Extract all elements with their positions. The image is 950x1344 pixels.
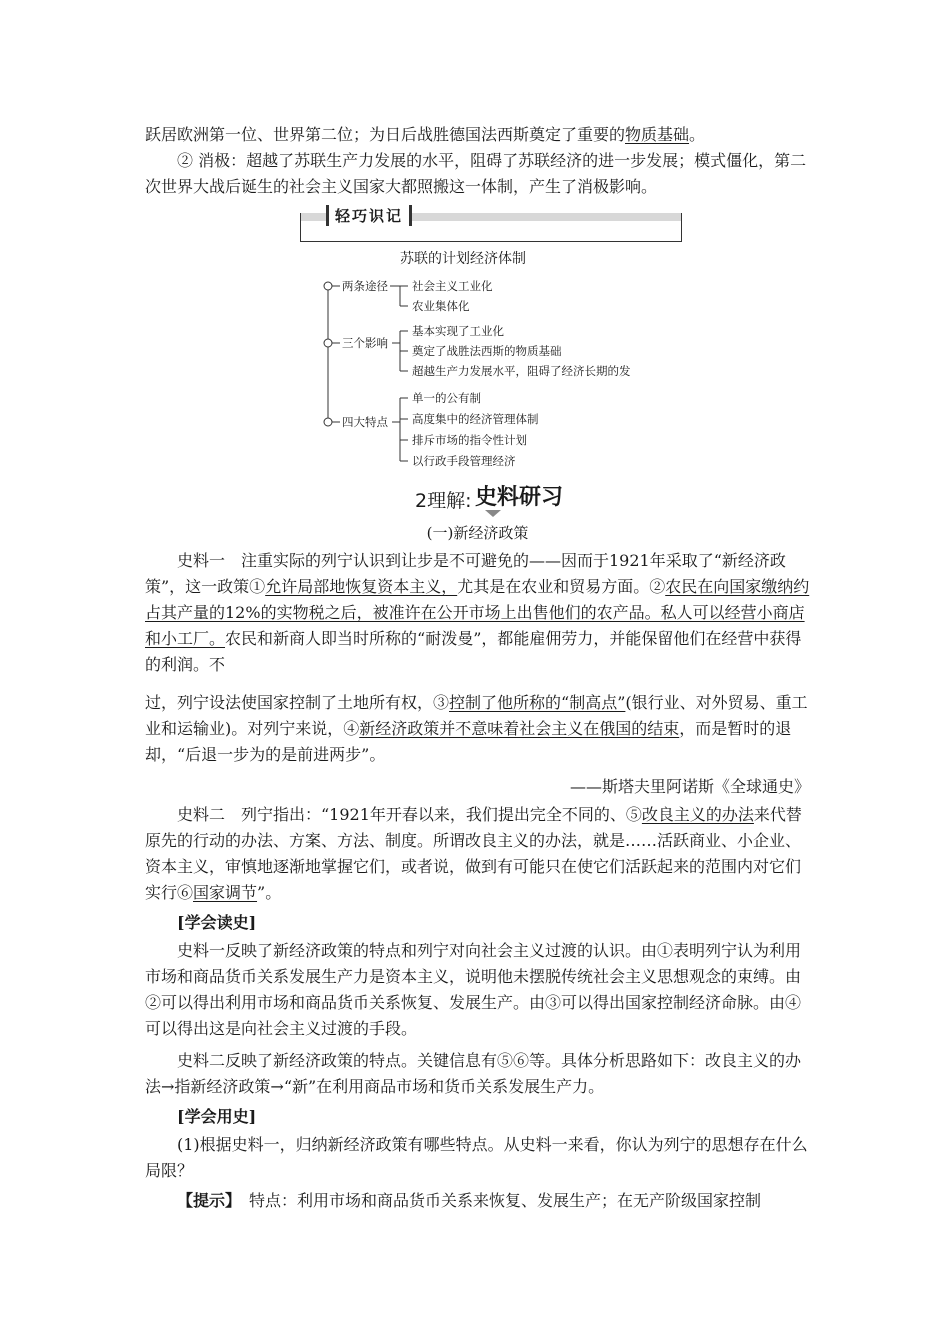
underlined-phrase: 允许局部地恢复资本主义，: [265, 577, 458, 596]
text-span: 过，列宁设法使国家控制了土地所有权，③: [145, 693, 450, 712]
section-title: 史料研习: [475, 485, 564, 510]
underlined-phrase: 新经济政策并不意味着社会主义在俄国的结束: [359, 719, 680, 738]
source-one-citation: ——斯塔夫里阿诺斯《全球通史》: [569, 777, 810, 796]
use-hint: [145, 1188, 810, 1214]
source-two: [145, 802, 810, 906]
branch-leaf: 农业集体化: [412, 299, 470, 313]
branch-leaf: 高度集中的经济管理体制: [412, 412, 539, 426]
text-span: ，而是暂时的退却，“后退一步为的是前进两步”。: [145, 719, 792, 764]
memory-box: [300, 207, 682, 242]
hint-text: 特点：利用市场和商品货币关系来恢复、发展生产；在无产阶级国家控制: [233, 1191, 762, 1210]
text-span: 来代替原先的行动的办法、方案、方法、制度。所谓改良主义的办法，就是……活跃商业、小企业、资本主义，审慎地逐渐地掌握它们，或者说，做到有可能只在使它们活跃起来的范围内对它们实行⑥: [145, 805, 802, 902]
branch-leaf: 社会主义工业化: [412, 279, 493, 293]
section-number: 2理解:: [415, 490, 472, 512]
underlined-phrase: 物质基础: [625, 125, 690, 144]
underlined-phrase: 国家调节: [193, 883, 258, 902]
branch-leaf: 奠定了战胜法西斯的物质基础: [412, 344, 562, 358]
branch-leaf: 基本实现了工业化: [412, 324, 504, 338]
text-span: 史料二 列宁指出：“1921年开春以来，我们提出完全不同的、⑤: [177, 805, 642, 824]
section-heading: [415, 480, 575, 516]
memory-box-title: 轻巧识记: [326, 205, 412, 226]
mind-map: [310, 248, 690, 478]
branch-leaf: 单一的公有制: [412, 391, 481, 405]
para-top-line1: [145, 122, 810, 148]
text-span: 史料一 注重实际的列宁认识到让步是不可避免的——因而于1921年采取了“新经济政策”，这一政策①: [145, 551, 786, 596]
branch-label: 四大特点: [342, 415, 388, 429]
read-para1: 史料一反映了新经济政策的特点和列宁对向社会主义过渡的认识。由①表明列宁认为利用市场和商品货币关系发展生产力是资本主义，说明他未摆脱传统社会主义思想观念的束缚。由②可以得出利用市场和商品货币关系恢复、发展生产。由③可以得出国家控制经济命脉。由④可以得出这是向社会主义过渡的手段。: [145, 941, 802, 1038]
para-negative: ② 消极：超越了苏联生产力发展的水平，阻碍了苏联经济的进一步发展；模式僵化，第二次世界大战后诞生的社会主义国家大都照搬这一体制，产生了消极影响。: [145, 151, 807, 196]
branch-label: 两条途径: [342, 279, 388, 293]
underlined-phrase: 改良主义的办法: [641, 805, 754, 824]
branch-leaf: 以行政手段管理经济: [412, 454, 516, 468]
branch-leaf: 排斥市场的指令性计划: [412, 433, 527, 447]
text-span: ”。: [257, 883, 282, 902]
hint-label: 【提示】: [177, 1191, 234, 1210]
branch-leaf: 超越生产力发展水平，阻碍了经济长期的发: [412, 364, 631, 378]
source-one-para1: [145, 548, 810, 678]
text-span: 尤其是在农业和贸易方面。②: [457, 577, 666, 596]
subsection-title: (一)新经济政策: [426, 524, 529, 542]
read-para2: 史料二反映了新经济政策的特点。关键信息有⑤⑥等。具体分析思路如下：改良主义的办法→指新经济政策→“新”在利用商品市场和货币关系发展生产力。: [145, 1051, 802, 1096]
source-one-para2: [145, 690, 810, 768]
text-span: (银行业、对外贸易、重工业和运输业)。对列宁来说，④: [145, 693, 808, 738]
text-span: 。: [689, 125, 706, 144]
branch-label: 三个影响: [342, 336, 388, 350]
text-span: 跃居欧洲第一位、世界第二位；为日后战胜德国法西斯奠定了重要的: [145, 125, 626, 144]
read-heading: [学会读史]: [177, 913, 257, 932]
mind-map-title: 苏联的计划经济体制: [400, 251, 526, 267]
underlined-phrase: 控制了他所称的“制高点”: [449, 693, 626, 712]
use-heading: [学会用史]: [177, 1107, 257, 1126]
chevron-down-icon: [485, 510, 501, 518]
use-question1: (1)根据史料一，归纳新经济政策有哪些特点。从史料一来看，你认为列宁的思想存在什么局限？: [145, 1135, 808, 1180]
text-span: 农民和新商人即当时所称的“耐泼曼”，都能雇佣劳力，并能保留他们在经营中获得的利润。不: [145, 629, 802, 674]
underlined-phrase: 农民在向国家缴纳约占其产量的12%的实物税之后，被准许在公开市场上出售他们的农产品。私人可以经营小商店和小工厂。: [145, 577, 810, 648]
